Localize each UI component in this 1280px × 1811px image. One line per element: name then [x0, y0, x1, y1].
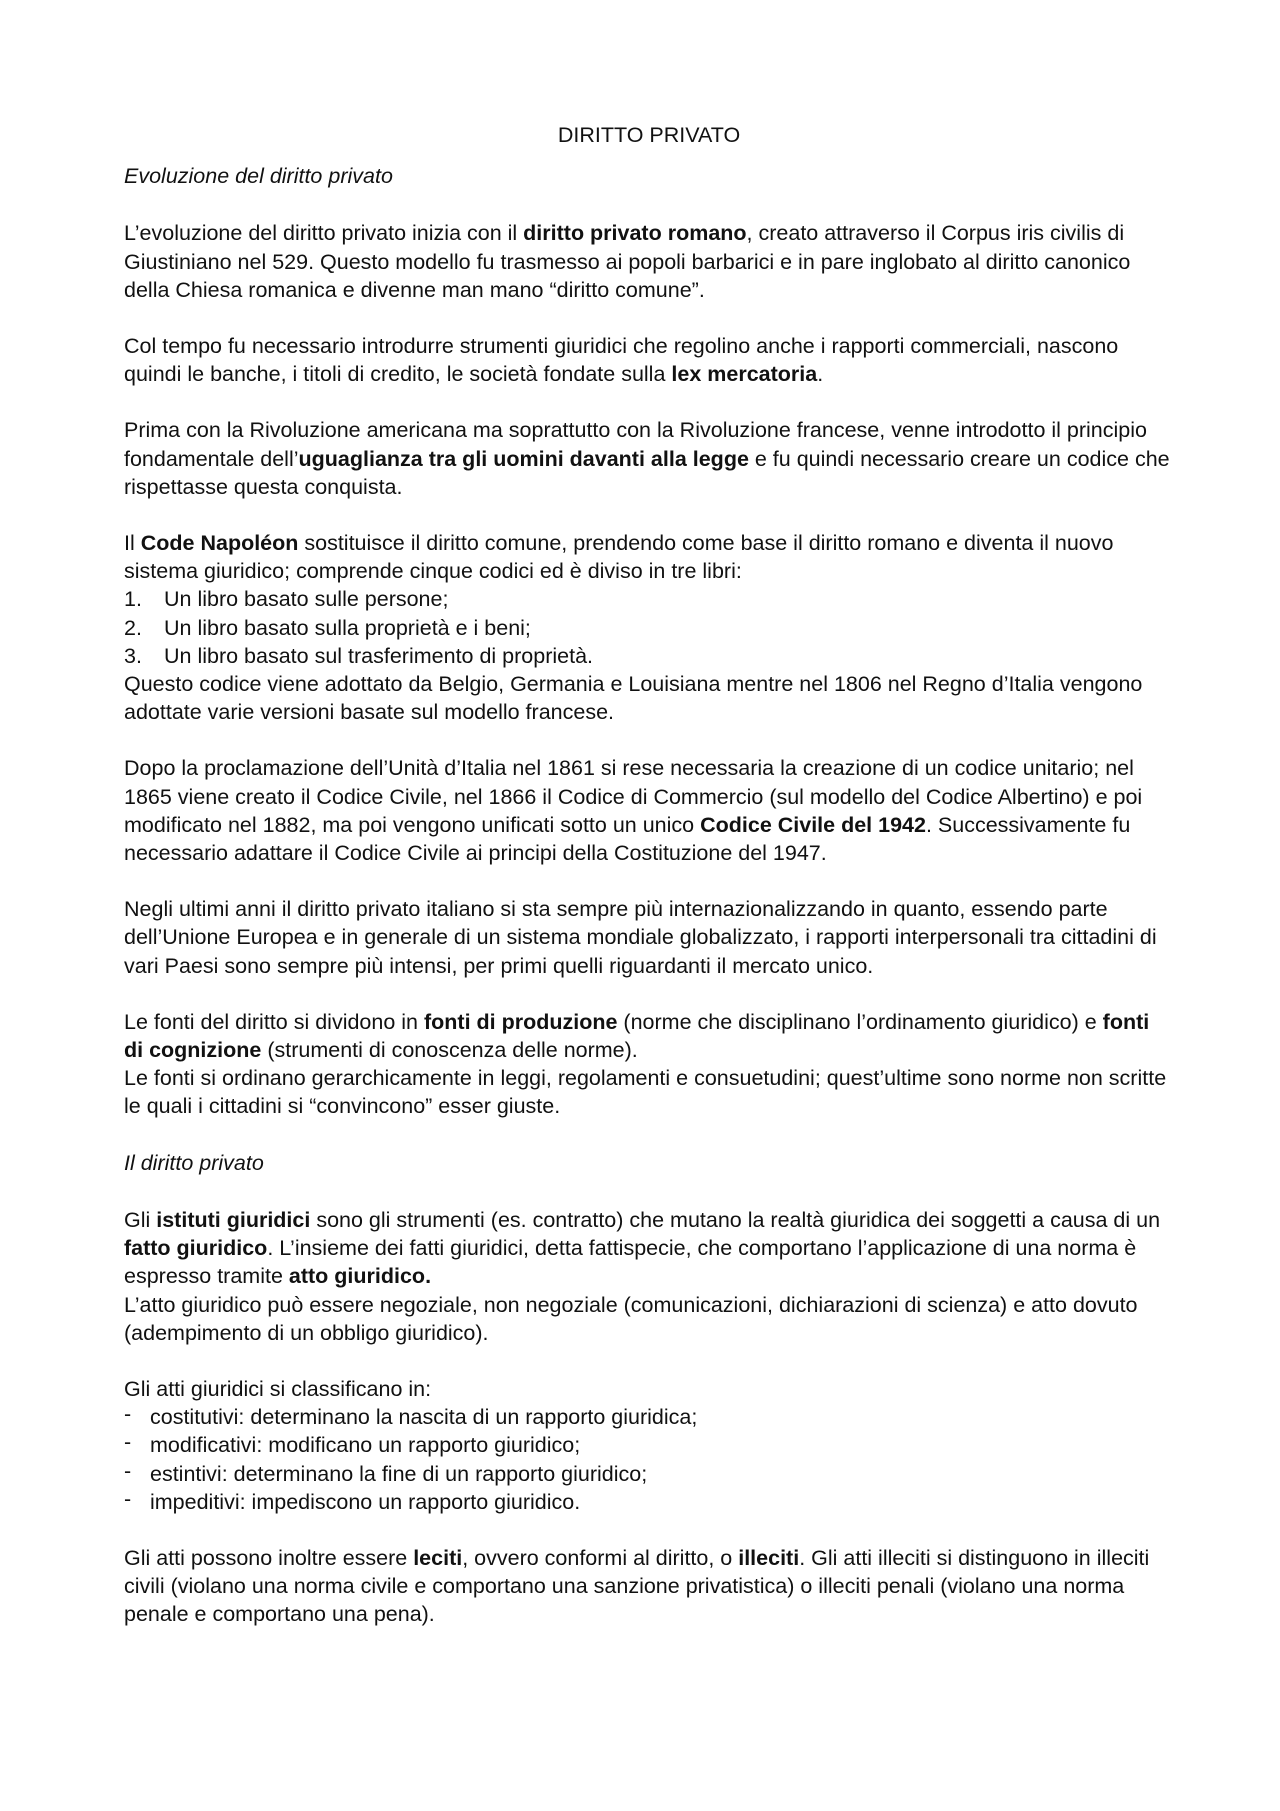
document-title: DIRITTO PRIVATO — [557, 123, 741, 147]
paragraph-leciti-illeciti — [124, 1544, 1174, 1629]
text-run: . Successivamente fu necessario adattare il Codice Civile ai principi della Costituzione del 1947. — [124, 812, 1131, 866]
paragraph-fonti-del-diritto — [124, 1008, 1174, 1121]
bold-term: atto giuridico. — [288, 1264, 432, 1289]
section-heading-diritto-privato: Il diritto privato — [124, 1150, 264, 1175]
list-item — [124, 1403, 1174, 1431]
list-number: 3. — [124, 643, 142, 668]
dash-bullet: - — [124, 1402, 132, 1427]
list-item-text: Un libro basato sulle persone; — [164, 587, 449, 612]
atti-list — [124, 1403, 1174, 1516]
text-run: (strumenti di conoscenza delle norme). — [261, 1038, 638, 1063]
section-heading-evoluzione: Evoluzione del diritto privato — [124, 164, 393, 189]
list-item — [124, 1460, 1174, 1488]
list-item — [124, 585, 1174, 613]
bold-term: Code Napoléon — [140, 531, 299, 556]
dash-bullet: - — [124, 1430, 132, 1455]
code-napoleon-intro — [124, 529, 1174, 585]
bold-term: lex mercatoria — [671, 362, 818, 387]
text-run: e fu quindi necessario creare un codice che rispettasse questa conquista. — [124, 446, 1170, 499]
list-item — [124, 614, 1174, 642]
bold-term: illeciti — [738, 1545, 800, 1570]
bold-term: leciti — [413, 1545, 463, 1570]
list-item-text: Un libro basato sulla proprietà e i beni; — [164, 615, 531, 640]
atto-giuridico-types: L’atto giuridico può essere negoziale, non negoziale (comunicazioni, dichiarazioni di scienza) e atto dovuto (adempimento di un obbligo giuridico). — [124, 1292, 1138, 1345]
list-item — [124, 1431, 1174, 1459]
text-run: (norme che disciplinano l’ordinamento giuridico) e — [617, 1009, 1103, 1034]
text-run: Dopo la proclamazione dell’Unità d’Italia nel 1861 si rese necessaria la creazione di un codice unitario; nel 1865 viene creato il Codice Civile, nel 1866 il Codice di Commercio (sul modello del Codice Albertino) e poi modificato nel 1882, ma poi vengono unificati sotto un unico — [124, 756, 1143, 837]
text-run: , creato attraverso il Corpus iris civilis di Giustiniano nel 529. Questo modello fu trasmesso ai popoli barbarici e in pare inglobato al diritto canonico della Chiesa romanica e divenne man mano “diritto comune”. — [124, 221, 1131, 302]
list-item-text: estintivi: determinano la fine di un rapporto giuridico; — [150, 1461, 648, 1486]
text-run: Col tempo fu necessario introdurre strumenti giuridici che regolino anche i rapporti commerciali, nascono quindi le banche, i titoli di credito, le società fondate sulla — [124, 334, 1119, 387]
text-run: Gli — [124, 1207, 157, 1232]
paragraph-diritto-romano — [124, 219, 1174, 304]
text-run: Il — [124, 531, 141, 556]
list-item — [124, 1488, 1174, 1516]
text-run: . Gli atti illeciti si distinguono in illeciti civili (violano una norma civile e comportano una sanzione privatistica) o illeciti penali (violano una norma penale e comportano una pena). — [124, 1545, 1150, 1627]
document-content — [124, 121, 1174, 1657]
istituti-definition — [124, 1206, 1174, 1291]
bold-term: istituti giuridici — [156, 1207, 311, 1232]
text-run: sono gli strumenti (es. contratto) che mutano la realtà giuridica dei soggetti a causa di un — [310, 1207, 1161, 1232]
paragraph-classificazione-atti — [124, 1375, 1174, 1516]
list-item-text: modificativi: modificano un rapporto giuridico; — [150, 1433, 581, 1458]
text-run: sostituisce il diritto comune, prendendo come base il diritto romano e diventa il nuovo sistema giuridico; comprende cinque codici ed è diviso in tre libri: — [124, 531, 1114, 584]
paragraph-lex-mercatoria — [124, 332, 1174, 388]
list-item — [124, 642, 1174, 670]
text-run: , ovvero conformi al diritto, o — [462, 1545, 739, 1570]
bold-term: diritto privato romano — [523, 221, 747, 246]
paragraph-code-napoleon — [124, 529, 1174, 726]
text-run: Gli atti possono inoltre essere — [124, 1545, 414, 1570]
paragraph-istituti-giuridici — [124, 1206, 1174, 1347]
text-run: Le fonti del diritto si dividono in — [124, 1009, 424, 1034]
bold-term: uguaglianza tra gli uomini davanti alla legge — [298, 446, 749, 471]
bold-term: fatto giuridico — [124, 1236, 268, 1261]
books-list — [124, 585, 1174, 670]
bold-term: fonti di produzione — [423, 1009, 618, 1034]
list-item-text: Un libro basato sul trasferimento di proprietà. — [164, 643, 594, 668]
code-napoleon-adoption: Questo codice viene adottato da Belgio, Germania e Louisiana mentre nel 1806 nel Regno d’Italia vengono adottate varie versioni basate sul modello francese. — [124, 672, 1143, 725]
list-item-text: costitutivi: determinano la nascita di un rapporto giuridica; — [150, 1405, 698, 1430]
fonti-gerarchia: Le fonti si ordinano gerarchicamente in leggi, regolamenti e consuetudini; quest’ultime sono norme non scritte le quali i cittadini si “convincono” esser giuste. — [124, 1066, 1167, 1119]
classificazione-intro: Gli atti giuridici si classificano in: — [124, 1376, 432, 1401]
list-number: 1. — [124, 587, 142, 612]
paragraph-codice-civile — [124, 754, 1174, 867]
text-run: L’evoluzione del diritto privato inizia con il — [124, 221, 524, 246]
bold-term: Codice Civile del 1942 — [700, 812, 926, 837]
text-run: . L’insieme dei fatti giuridici, detta fattispecie, che comportano l’applicazione di una norma è espresso tramite — [124, 1236, 1137, 1289]
fonti-definition — [124, 1008, 1174, 1064]
paragraph-internazionalizzazione: Negli ultimi anni il diritto privato italiano si sta sempre più internazionalizzando in quanto, essendo parte dell’Unione Europea e in generale di un sistema mondiale globalizzato, i rapporti interpersonali tra cittadini di vari Paesi sono sempre più intensi, per primi quelli riguardanti il mercato unico. — [124, 897, 1157, 978]
list-item-text: impeditivi: impediscono un rapporto giuridico. — [150, 1489, 581, 1514]
paragraph-uguaglianza — [124, 416, 1174, 501]
text-run: Prima con la Rivoluzione americana ma soprattutto con la Rivoluzione francese, venne introdotto il principio fondamentale dell’ — [124, 418, 1147, 471]
dash-bullet: - — [124, 1486, 132, 1511]
bold-term: fonti di cognizione — [124, 1009, 1150, 1063]
text-run: . — [817, 362, 824, 387]
list-number: 2. — [124, 615, 142, 640]
dash-bullet: - — [124, 1458, 132, 1483]
